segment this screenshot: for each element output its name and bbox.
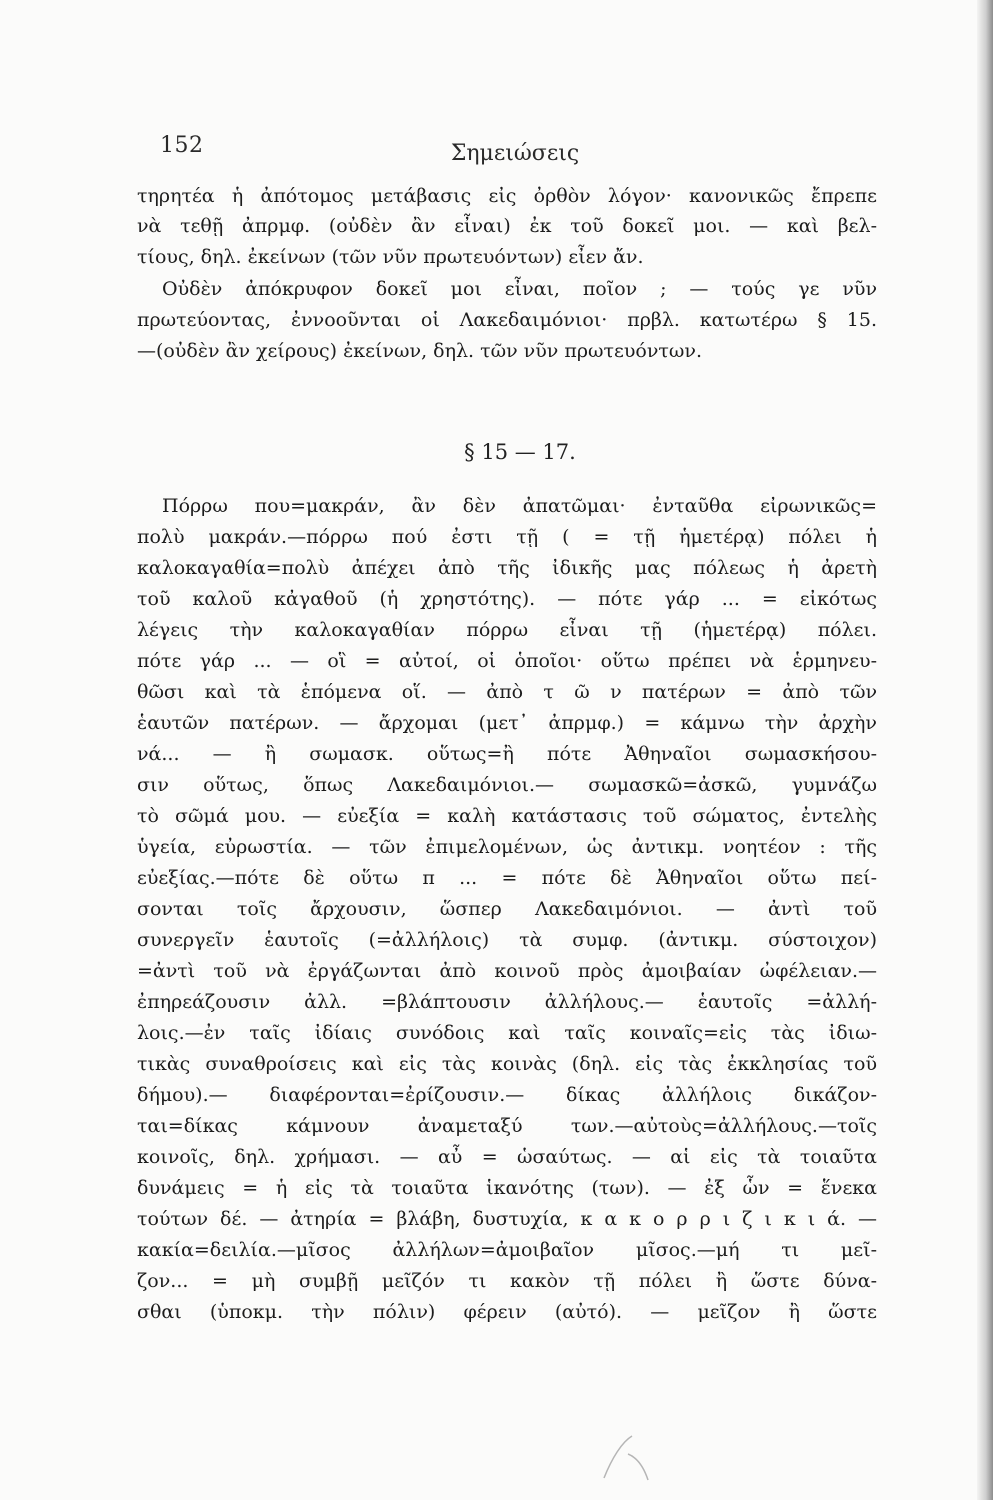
running-title: Σημειώσεις — [450, 141, 580, 166]
text-line: τηρητέα ἡ ἀπότομος μετάβασις εἰς ὀρθὸν λόγον· κανονικῶς ἔπρεπε — [137, 185, 877, 207]
text-line: ται=δίκας κάμνουν ἀναμεταξύ των.—αὐτοὺς=ἀλλήλους.—τοῖς — [137, 1115, 877, 1137]
text-line: λοις.—ἐν ταῖς ἰδίαις συνόδοις καὶ ταῖς κοιναῖς=εἰς τὰς ἰδιω- — [137, 1022, 877, 1044]
text-line: δήμου).— διαφέρονται=ἐρίζουσιν.— δίκας ἀλλήλοις δικάζον- — [137, 1084, 877, 1106]
text-line: τίους, δηλ. ἐκείνων (τῶν νῦν πρωτευόντων) εἶεν ἄν. — [137, 246, 644, 268]
text-line: Πόρρω που=μακράν, ἂν δὲν ἀπατῶμαι· ἐνταῦθα εἰρωνικῶς= — [162, 495, 877, 517]
text-line: καλοκαγαθία=πολὺ ἀπέχει ἀπὸ τῆς ἰδικῆς μας πόλεως ἡ ἀρετὴ — [137, 557, 877, 579]
text-line: πολὺ μακράν.—πόρρω πού ἐστι τῇ ( = τῇ ἡμετέρᾳ) πόλει ἡ — [137, 526, 877, 548]
text-line: τὸ σῶμά μου. — εὐεξία = καλὴ κατάστασις τοῦ σώματος, ἐντελὴς — [137, 805, 877, 827]
page-edge-shadow — [977, 0, 993, 1500]
text-line: τούτων δέ. — ἀτηρία = βλάβη, δυστυχία, κ α κ ο ρ ρ ι ζ ι κ ι ά. — — [137, 1208, 877, 1230]
text-line: σιν οὕτως, ὅπως Λακεδαιμόνιοι.— σωμασκῶ=ἀσκῶ, γυμνάζω — [137, 774, 877, 796]
text-line: συνεργεῖν ἑαυτοῖς (=ἀλλήλοις) τὰ συμφ. (ἀντικμ. σύστοιχον) — [137, 929, 877, 951]
text-line: κοινοῖς, δηλ. χρήμασι. — αὖ = ὡσαύτως. — αἱ εἰς τὰ τοιαῦτα — [137, 1146, 877, 1168]
text-line: νά... — ἢ σωμασκ. οὕτως=ἢ πότε Ἀθηναῖοι σωμασκήσου- — [137, 743, 877, 765]
page-number: 152 — [160, 133, 204, 158]
pen-mark-icon — [598, 1428, 658, 1488]
text-line: πότε γάρ ... — οἳ = αὐτοί, οἱ ὁποῖοι· οὕτω πρέπει νὰ ἑρμηνευ- — [137, 650, 877, 672]
text-line: ἐπηρεάζουσιν ἀλλ. =βλάπτουσιν ἀλλήλους.— ἑαυτοῖς =ἀλλή- — [137, 991, 877, 1013]
text-line: νὰ τεθῇ ἀπρμφ. (οὐδὲν ἂν εἶναι) ἐκ τοῦ δοκεῖ μοι. — καὶ βελ- — [137, 215, 877, 237]
text-line: σθαι (ὑποκμ. τὴν πόλιν) φέρειν (αὐτό). — μεῖζον ἢ ὥστε — [137, 1301, 877, 1323]
text-line: —(οὐδὲν ἂν χείρους) ἐκείνων, δηλ. τῶν νῦν πρωτευόντων. — [137, 340, 703, 362]
text-line: Οὐδὲν ἀπόκρυφον δοκεῖ μοι εἶναι, ποῖον ; — τούς γε νῦν — [162, 278, 877, 300]
text-line: ὑγεία, εὐρωστία. — τῶν ἐπιμελομένων, ὡς ἀντικμ. νοητέον : τῆς — [137, 836, 877, 858]
text-line: κακία=δειλία.—μῖσος ἀλλήλων=ἀμοιβαῖον μῖσος.—μή τι μεῖ- — [137, 1239, 877, 1261]
text-line: τικὰς συναθροίσεις καὶ εἰς τὰς κοινὰς (δηλ. εἰς τὰς ἐκκλησίας τοῦ — [137, 1053, 877, 1075]
text-line: σονται τοῖς ἄρχουσιν, ὥσπερ Λακεδαιμόνιοι. — ἀντὶ τοῦ — [137, 898, 877, 920]
text-line: ζον... = μὴ συμβῇ μεῖζόν τι κακὸν τῇ πόλει ἢ ὥστε δύνα- — [137, 1270, 877, 1292]
text-line: δυνάμεις = ἡ εἰς τὰ τοιαῦτα ἱκανότης (των). — ἐξ ὧν = ἕνεκα — [137, 1177, 877, 1199]
text-line: ἑαυτῶν πατέρων. — ἄρχομαι (μετ᾽ ἀπρμφ.) = κάμνω τὴν ἀρχὴν — [137, 712, 877, 734]
section-heading: § 15 — 17. — [464, 440, 576, 464]
text-line: θῶσι καὶ τὰ ἑπόμενα οἵ. — ἀπὸ τ ῶ ν πατέρων = ἀπὸ τῶν — [137, 681, 877, 703]
text-line: τοῦ καλοῦ κἀγαθοῦ (ἡ χρηστότης). — πότε γάρ ... = εἰκότως — [137, 588, 877, 610]
text-line: εὐεξίας.—πότε δὲ οὕτω π ... = πότε δὲ Ἀθηναῖοι οὕτω πεί- — [137, 867, 877, 889]
text-line: =ἀντὶ τοῦ νὰ ἐργάζωνται ἀπὸ κοινοῦ πρὸς ἀμοιβαίαν ὠφέλειαν.— — [137, 960, 877, 982]
text-line: πρωτεύοντας, ἐννοοῦνται οἱ Λακεδαιμόνιοι· πρβλ. κατωτέρω § 15. — [137, 309, 877, 331]
text-line: λέγεις τὴν καλοκαγαθίαν πόρρω εἶναι τῇ (ἡμετέρᾳ) πόλει. — [137, 619, 877, 641]
